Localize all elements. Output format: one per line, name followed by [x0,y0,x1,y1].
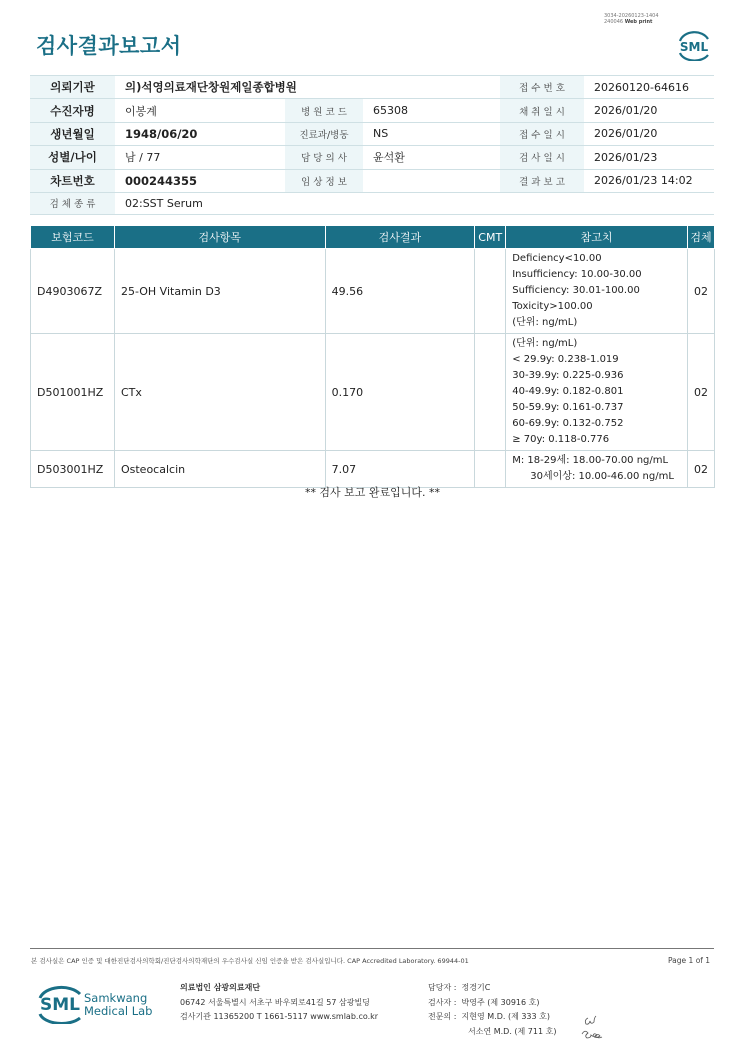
staff-name: 서소연 M.D. (제 711 호) [468,1026,557,1036]
cmt [475,451,506,488]
chart-no-value: 000244355 [115,169,285,192]
reference-range [506,451,688,488]
staff-info [428,981,556,1039]
staff-line [428,981,556,996]
col-specimen: 검체 [688,226,715,249]
report-date-value: 2026/01/23 14:02 [584,169,714,192]
reference-line: (단위: ng/mL) [512,317,578,328]
reference-line: 30세이상: 10.00-46.00 ng/mL [530,471,674,482]
collection-date-value: 2026/01/20 [584,99,714,122]
staff-role: 전문의 : [428,1012,457,1021]
test-result: 0.170 [325,334,475,451]
sml-logo-icon [674,27,714,61]
reference-line: Toxicity>100.00 [512,301,593,312]
results-table [30,225,715,488]
reference-line: ≥ 70y: 0.118-0.776 [512,434,610,445]
collection-date-label: 채 취 일 시 [500,99,584,122]
sex-age-label: 성별/나이 [30,146,115,169]
clinical-info-value [363,169,500,192]
org-address: 06742 서울특별시 서초구 바우뫼로41길 57 삼광빌딩 [180,997,370,1007]
test-result: 7.07 [325,451,475,488]
org-contact: 검사기관 11365200 T 1661-5117 www.smlab.co.kr [180,1012,379,1021]
sex-age-value: 남 / 77 [115,146,285,169]
samkwang-logo-icon [36,980,156,1024]
table-row [31,334,715,451]
org-name: 의료법인 삼광의료재단 [180,983,261,992]
doctor-value: 윤석환 [363,146,500,169]
cmt [475,249,506,334]
footer-divider [30,948,714,949]
test-item: 25-OH Vitamin D3 [114,249,325,334]
patient-name-value: 이봉계 [115,99,285,122]
receipt-date-label: 접 수 일 시 [500,122,584,145]
reference-line: Insufficiency: 10.00-30.00 [512,269,642,280]
institution-value: 의)석영의료재단창원제일종합병원 [115,76,500,99]
chart-no-label: 차트번호 [30,169,115,192]
specimen-type-value: 02:SST Serum [115,192,714,214]
reference-line: 40-49.9y: 0.182-0.801 [512,386,624,397]
reference-line: Deficiency<10.00 [512,253,602,264]
dept-label: 진료과/병동 [285,122,363,145]
print-id-line2: 240046 [604,19,624,25]
table-row [31,451,715,488]
signature-icon [578,1008,618,1042]
hospital-code-value: 65308 [363,99,500,122]
specimen-type-label: 검 체 종 류 [30,192,115,214]
receipt-date-value: 2026/01/20 [584,122,714,145]
certification-note: 본 검사실은 CAP 인증 및 대한진단검사의학회/진단검사의학재단의 우수검사실 신임 인증을 받은 검사실입니다. CAP Accredited Laboratory. 69944-01 [31,957,469,965]
test-item: Osteocalcin [114,451,325,488]
col-test-result: 검사결과 [325,226,475,249]
insurance-code: D501001HZ [31,334,115,451]
reference-line: (단위: ng/mL) [512,338,578,349]
staff-name: 지현영 M.D. (제 333 호) [461,1012,551,1021]
specimen-code: 02 [688,451,715,488]
patient-info-table [30,75,714,215]
col-insurance-code: 보험코드 [31,226,115,249]
clinical-info-label: 임 상 정 보 [285,169,363,192]
col-reference: 참고치 [506,226,688,249]
sml-logo-text: SML [679,40,709,54]
reference-range [506,249,688,334]
insurance-code: D4903067Z [31,249,115,334]
staff-role: 검사자 : [428,997,457,1007]
receipt-no-label: 접 수 번 호 [500,76,584,99]
dept-value: NS [363,122,500,145]
receipt-no-value: 20260120-64616 [584,76,714,99]
staff-name: 박영주 (제 30916 호) [461,997,540,1007]
organization-info [180,981,378,1025]
patient-name-label: 수진자명 [30,99,115,122]
test-date-label: 검 사 일 시 [500,146,584,169]
reference-line: 30-39.9y: 0.225-0.936 [512,370,624,381]
staff-name: 정경기C [461,983,491,992]
report-title: 검사결과보고서 [36,34,182,58]
birth-value: 1948/06/20 [115,122,285,145]
print-identifier [604,13,684,25]
reference-range [506,334,688,451]
staff-line [428,1010,556,1025]
specimen-code: 02 [688,249,715,334]
reference-line: M: 18-29세: 18.00-70.00 ng/mL [512,455,669,466]
samkwang-logo-mark-text: SML [40,995,80,1015]
col-cmt: CMT [475,226,506,249]
print-id-line1: 3034-20260123-1404 [604,13,659,19]
cmt [475,334,506,451]
report-date-label: 결 과 보 고 [500,169,584,192]
test-date-value: 2026/01/23 [584,146,714,169]
report-complete-message: ** 검사 보고 완료입니다. ** [304,486,441,499]
col-test-item: 검사항목 [114,226,325,249]
reference-line: < 29.9y: 0.238-1.019 [512,354,619,365]
print-label: Web print [624,19,653,25]
specimen-code: 02 [688,334,715,451]
samkwang-logo-name-line1: Samkwang [84,991,148,1005]
hospital-code-label: 병 원 코 드 [285,99,363,122]
doctor-label: 담 당 의 사 [285,146,363,169]
birth-label: 생년월일 [30,122,115,145]
staff-role: 담당자 : [428,983,457,992]
staff-line [428,996,556,1011]
reference-line: Sufficiency: 30.01-100.00 [512,285,640,296]
reference-line: 60-69.9y: 0.132-0.752 [512,418,624,429]
insurance-code: D503001HZ [31,451,115,488]
samkwang-logo-name-line2: Medical Lab [84,1004,153,1018]
reference-line: 50-59.9y: 0.161-0.737 [512,402,624,413]
test-item: CTx [114,334,325,451]
page-number: Page 1 of 1 [668,956,711,965]
staff-line [428,1025,556,1040]
table-row [31,249,715,334]
institution-label: 의뢰기관 [30,76,115,99]
test-result: 49.56 [325,249,475,334]
